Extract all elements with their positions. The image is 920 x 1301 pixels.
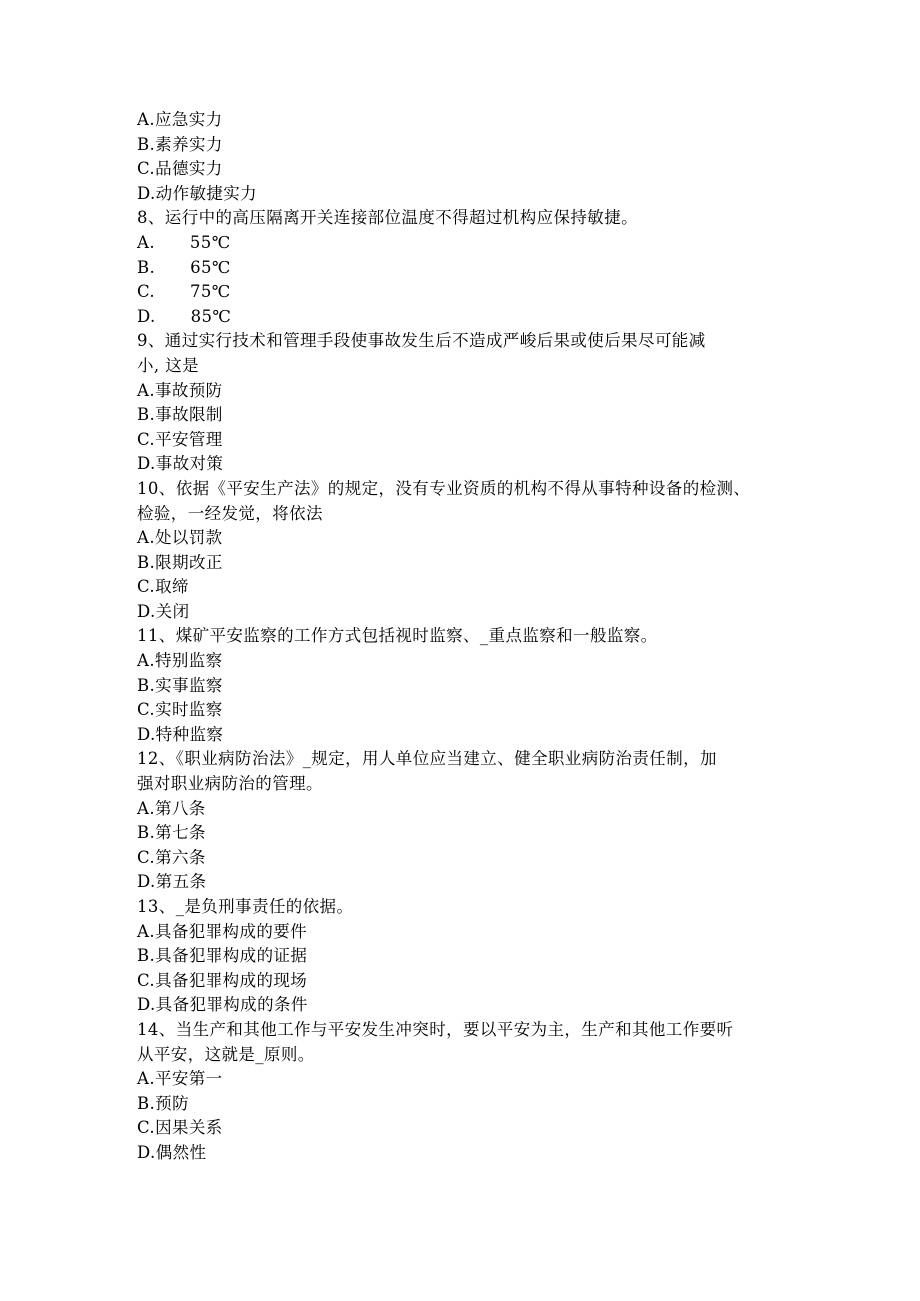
option-line: A. 55℃	[137, 232, 231, 252]
question-line: 9、通过实行技术和管理手段使事故发生后不造成严峻后果或使后果尽可能减	[137, 331, 706, 351]
option-line: C.实时监察	[137, 700, 223, 720]
option-line: B.具备犯罪构成的证据	[137, 946, 308, 966]
option-line: B.实事监察	[137, 675, 223, 695]
question-line: 小, 这是	[137, 355, 199, 375]
option-line: B.预防	[137, 1093, 189, 1113]
option-line: B. 65℃	[137, 257, 231, 277]
option-line: C.第六条	[137, 847, 206, 867]
option-line: A.具备犯罪构成的要件	[137, 921, 308, 941]
option-line: D.第五条	[137, 872, 207, 892]
question-line: 从平安，这就是_原则。	[137, 1044, 315, 1064]
question-line: 11、煤矿平安监察的工作方式包括视时监察、_重点监察和一般监察。	[137, 626, 658, 646]
option-line: A.平安第一	[137, 1069, 223, 1089]
option-line: B.第七条	[137, 823, 206, 843]
document-page	[137, 108, 797, 1166]
option-line: A.处以罚款	[137, 528, 223, 548]
option-line: C.取缔	[137, 577, 189, 597]
option-line: D.事故对策	[137, 454, 224, 474]
question-line: 强对职业病防治的管理。	[137, 774, 323, 794]
question-line: 10、依据《平安生产法》的规定，没有专业资质的机构不得从事特种设备的检测、	[137, 478, 751, 498]
question-line: 8、运行中的高压隔离开关连接部位温度不得超过机构应保持敏捷。	[137, 208, 638, 228]
option-line: A.特别监察	[137, 651, 223, 671]
option-line: C. 75℃	[137, 282, 231, 302]
question-line: 13、_是负刑事责任的依据。	[137, 897, 354, 916]
option-line: A.应急实力	[137, 110, 223, 129]
option-line: D.关闭	[137, 601, 190, 621]
question-line: 12、《职业病防治法》_规定，用人单位应当建立、健全职业病防治责任制，加	[137, 749, 717, 769]
option-line: D.具备犯罪构成的条件	[137, 995, 308, 1015]
option-line: B.事故限制	[137, 405, 223, 425]
option-line: D.动作敏捷实力	[137, 183, 258, 203]
option-line: D. 85℃	[137, 306, 232, 326]
question-line: 14、当生产和其他工作与平安发生冲突时，要以平安为主，生产和其他工作要听	[137, 1019, 734, 1039]
option-line: B.素养实力	[137, 134, 223, 154]
option-line: B.限期改正	[137, 552, 223, 572]
option-line: C.品德实力	[137, 159, 223, 179]
option-line: A.事故预防	[137, 380, 223, 400]
question-line: 检验，一经发觉，将依法	[137, 503, 323, 523]
option-line: D.特种监察	[137, 724, 224, 744]
option-line: D.偶然性	[137, 1142, 207, 1162]
option-line: A.第八条	[137, 798, 206, 818]
option-line: C.具备犯罪构成的现场	[137, 970, 308, 990]
option-line: C.因果关系	[137, 1118, 223, 1138]
option-line: C.平安管理	[137, 429, 223, 449]
